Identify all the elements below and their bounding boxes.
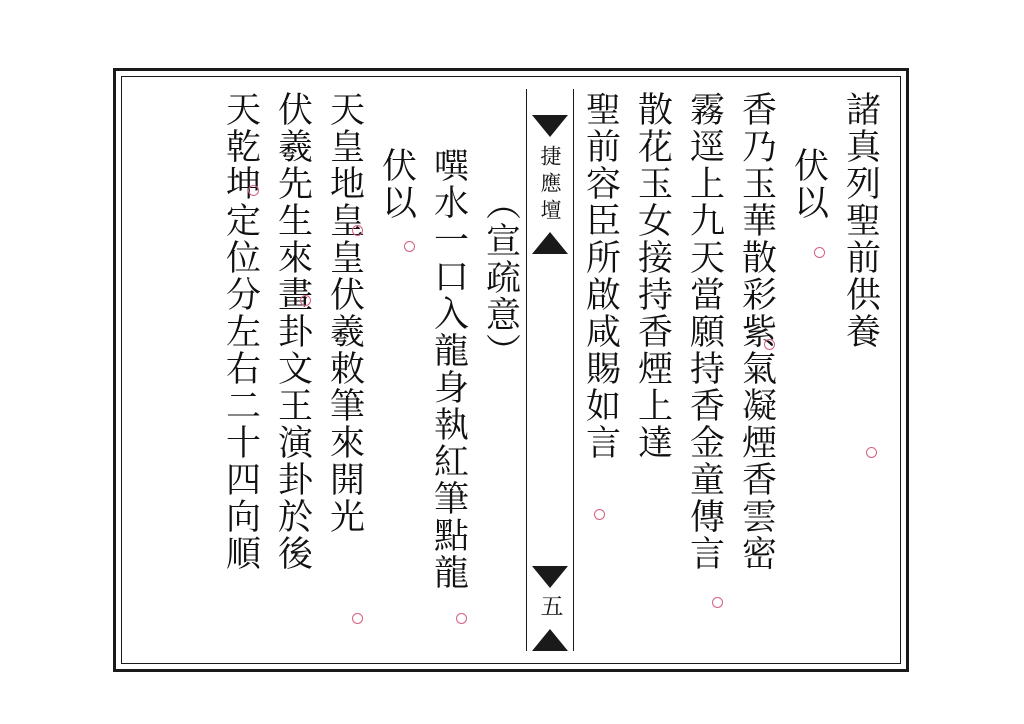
text-column-11 [266,89,318,651]
punctuation-dot [866,447,877,458]
text-column-8 [422,89,474,651]
column-text: 伏以 [788,147,829,221]
punctuation-dot [404,241,415,252]
text-column-12 [214,89,266,651]
column-text: 天皇地皇皇伏羲敕筆來開光 [324,91,365,535]
column-text: 散花玉女接持香煙上達 [632,91,673,461]
text-area [136,89,886,651]
column-text: 霧逕上九天當願持香金童傳言 [684,91,725,572]
page-border-inner [121,76,901,664]
punctuation-dot [814,247,825,258]
column-text: 聖前容臣所啟咸賜如言 [580,91,621,461]
punctuation-dot [764,339,775,350]
punctuation-dot [594,509,605,520]
text-column-9 [370,89,422,651]
text-column-7 [474,89,526,651]
punctuation-dot [248,185,259,196]
center-fold-strip [526,89,574,651]
fishtail-mark-bottom-icon [532,629,568,651]
column-text: 伏以 [376,147,417,221]
column-text: （宣疏意） [480,185,521,370]
punctuation-dot [712,597,723,608]
text-column-6 [574,89,626,651]
punctuation-dot [352,613,363,624]
fishtail-mark-third-icon [532,566,568,588]
strip-title: 捷應壇 [538,145,562,226]
text-column-10 [318,89,370,651]
column-text: 天乾坤定位分左右二十四向順 [220,91,261,572]
page-border-frame [113,68,909,672]
column-text: 諸真列聖前供養 [840,91,881,350]
punctuation-dot [352,225,363,236]
punctuation-dot [300,295,311,306]
fishtail-mark-top-icon [532,115,568,137]
column-text: 噀水一口入龍身執紅筆點龍 [428,147,469,591]
punctuation-dot [456,613,467,624]
text-column-2 [782,89,834,651]
text-column-5 [626,89,678,651]
page-number: 五 [536,594,563,617]
fishtail-mark-second-icon [532,232,568,254]
text-column-1 [834,89,886,651]
column-text: 伏羲先生來畫卦文王演卦於後 [272,91,313,572]
text-column-4 [678,89,730,651]
column-text: 香乃玉華散彩紫氣凝煙香雲密 [736,91,777,572]
text-column-3 [730,89,782,651]
